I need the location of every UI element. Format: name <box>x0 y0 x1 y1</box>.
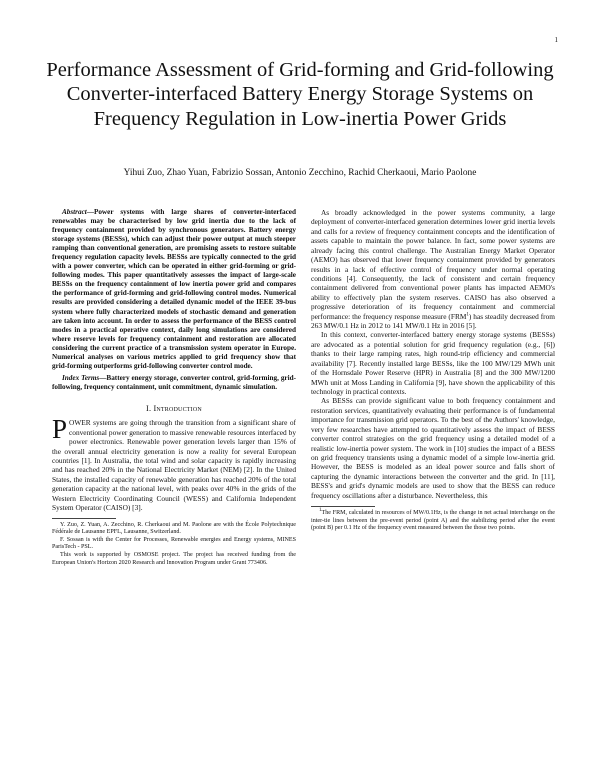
left-column <box>52 208 296 567</box>
paragraph-3: As BESSs can provide significant value to both frequency containment and restoration services, quantitatively evaluating their performance is of fundamental importance for transmission grid operators. To the best of the Authors' knowledge, very few researches have attempted to quantitatively assess the impact of BESS converter control strategies on the grid frequency using a detailed model of a realistic low-inertia power system. The work in [10] studies the impact of a BESS on grid frequency transients using a dynamic model of a simple low-inertia grid. However, the BESS is modeled as an ideal power source and falls short of capturing the dynamic interactions between the converter and the grid. In [11], BESS's and grid's dynamic models are used to show that the BESS can reduce frequency oscillations after a disturbance. Nevertheless, this <box>311 396 555 500</box>
index-terms <box>52 374 296 392</box>
section-numeral: I. <box>146 403 154 413</box>
right-column <box>311 208 555 533</box>
footnote-frm <box>311 510 555 533</box>
abstract-text: —Power systems with large shares of converter-interfaced renewables may be characterised by low grid inertia due to the lack of frequency containment provided by synchronous generators. Battery energy storage systems (BESSs), which can adjust their power output at much steeper ramping than conventional generation, are promising assets to restore suitable frequency regulation capacity levels. BESSs are typically connected to the grid with a power converter, which can be operated in either grid-forming or grid-following modes. This paper quantitatively assesses the impact of large-scale BESSs on the frequency containment of low inertia power grid and compares the performance of grid-forming and grid-following control modes. Numerical results are provided considering a detailed dynamic model of the IEEE 39-bus system where fully characterized models of stochastic demand and generation are taken into account. In order to assess the performance of the BESS control modes in a practical operative context, daily long simulations are considered where reserve levels for frequency containment and restoration are allocated considering the current practice of a transmission system operator in Europe. Numerical analyses on various metrics applied to grid frequency show that grid-forming outperforms grid-following converter control mode. <box>52 208 296 370</box>
footnote-number: 1 <box>319 508 322 514</box>
footnote-frm-text: The FRM, calculated in resources of MW/0.1Hz, is the change in net actual interchange on the inter-tie lines between the pre-event period (point A) and the stabilizing period after the event (point B) per 0.1 Hz of the frequency event measured between the those two points. <box>311 510 555 532</box>
abstract-lead: Abstract <box>62 208 87 216</box>
paragraph-2: In this context, converter-interfaced battery energy storage systems (BESSs) are advocated as a potential solution for grid frequency regulation (e.g., [6]) thanks to their large ramping rates, high round-trip efficiency and commercial availability [7]. Recently installed large BESSs, like the 100 MW/129 MWh unit of the Hornsdale Power Reserve (HPR) in Australia [8] and the 300 MW/1200 MWh unit at Moss Landing in California [9], have shown the applicability of this technology in practical contexts. <box>311 330 555 397</box>
footnote-affiliation-1: Y. Zuo, Z. Yuan, A. Zecchino, R. Cherkaoui and M. Paolone are with the École Polytechnique Fédérale de Lausanne EPFL, Lausanne, Switzerland. <box>52 521 296 536</box>
paragraph-1 <box>311 208 555 330</box>
paper-title: Performance Assessment of Grid-forming and Grid-following Converter-interfaced Battery Energy Storage Systems on Frequency Regulation in Low-inertia Power Grids <box>46 59 554 130</box>
abstract <box>52 208 296 371</box>
drop-cap: P <box>52 414 68 445</box>
paragraph-1-text: As broadly acknowledged in the power systems community, a large deployment of converter-interfaced generation determines lower grid inertia levels and calls for a review of frequency containment concepts and the identification of assets capable to maintain the power balance. In fact, some power systems are already facing this control challenge. The Australian Energy Market Operator (AEMO) has observed that lower frequency containment provided by generators results in a lack of effective control of frequency under normal operating conditions [4]. Consequently, the lack of consistent and certain frequency containment delivered from conventional power plants has impacted AEMO's ability to effectively plan the system reserves. CAISO has also observed a progressive deterioration of its frequency containment and commercial performance: the frequency response measure (FRM <box>311 208 555 321</box>
first-word: OWER <box>69 418 91 428</box>
index-terms-text: —Battery energy storage, converter control, grid-forming, grid-following, frequency containment, unit commitment, dynamic simulation. <box>52 373 296 391</box>
page-number: 1 <box>554 36 558 44</box>
index-terms-lead: Index Terms <box>62 373 100 382</box>
footnote-rule-right <box>311 506 375 507</box>
section-heading-introduction <box>52 404 296 413</box>
footnote-rule <box>52 518 116 519</box>
intro-paragraph <box>52 414 296 513</box>
author-list: Yihui Zuo, Zhao Yuan, Fabrizio Sossan, Antonio Zecchino, Rachid Cherkaoui, Mario Paolone <box>123 168 477 178</box>
intro-text: systems are going through the transition from a significant share of conventional power generation to massive renewable resources interfaced by power electronics. Renewable power generation levels larger than 15% of the overall annual electricity generation is now a reality for several European countries [1]. In Australia, the total wind and solar capacity is rapidly increasing and has reached 20% in the National Electricity Market (NEM) [2]. In the United States, the installed capacity of renewable generation has reached 20% of the total generation capacity at the national level, with peaks over 40% in the grids of the Western Electricity Coordinating Council (WESS) and California Independent System Operator (CAISO) [3]. <box>52 418 296 513</box>
footnote-affiliation-2: F. Sossan is with the Center for Processes, Renewable energies and Energy systems, MINES ParisTech - PSL. <box>52 536 296 551</box>
paragraph-1-end: ) has steadily decreased from 263 MW/0.1 Hz in 2012 to 141 MW/0.1 Hz in 2016 [5]. <box>311 311 555 331</box>
footnote-funding: This work is supported by OSMOSE project. The project has received funding from the European Union's Horizon 2020 Research and Innovation Program under Grant 773406. <box>52 551 296 566</box>
footnote-marker: 1 <box>466 312 469 318</box>
section-title: Introduction <box>153 403 202 413</box>
